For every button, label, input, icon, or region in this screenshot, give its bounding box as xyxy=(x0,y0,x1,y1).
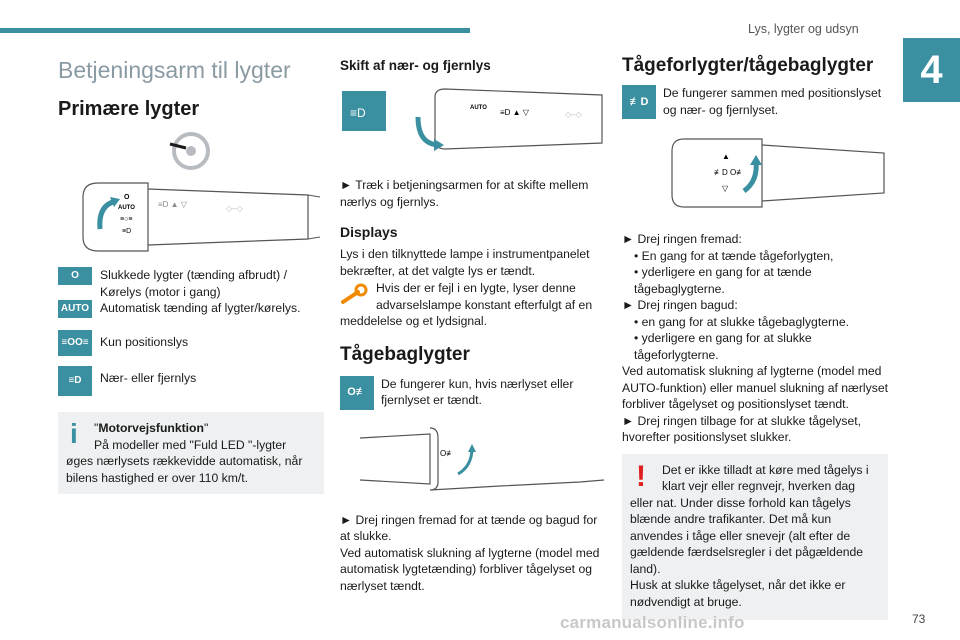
fog-note-row xyxy=(622,85,888,119)
svg-text:O: O xyxy=(124,194,130,201)
svg-text:AUTO: AUTO xyxy=(118,205,135,211)
svg-text:≡○≡: ≡○≡ xyxy=(120,216,133,223)
svg-text:◇–◇: ◇–◇ xyxy=(226,204,243,213)
wrench-icon xyxy=(340,282,370,310)
section-title: Lys, lygter og udsyn xyxy=(748,22,859,36)
legend-row-headlights xyxy=(58,366,324,396)
rear-fog-note-row xyxy=(340,376,604,410)
svg-text:▲: ▲ xyxy=(722,152,730,161)
headlights-icon: ≡D xyxy=(58,366,92,396)
rear-fog-icon: O≢ xyxy=(340,376,374,410)
instruction-line: ► Drej ringen tilbage for at slukke tågelyset, hvorefter positionslyset slukker. xyxy=(622,413,862,444)
svg-text:≡D: ≡D xyxy=(122,228,132,235)
svg-text:O≢: O≢ xyxy=(440,448,455,458)
warning-icon: ! xyxy=(636,459,646,493)
instruction-line: • yderligere en gang for at tænde tågebaglygterne. xyxy=(634,265,812,296)
beam-switch-instruction: ► Træk i betjeningsarmen for at skifte mellem nærlys og fjernlys. xyxy=(340,178,589,209)
wrench-warning-text: Hvis der er fejl i en lygte, lyser denne advarselslampe konstant efterfulgt af en meddelelse og et lydsignal. xyxy=(340,281,593,328)
rear-fog-note: De fungerer kun, hvis nærlyset eller fjernlyset er tændt. xyxy=(381,376,574,407)
page-title: Betjeningsarm til lygter xyxy=(58,57,291,83)
column-3 xyxy=(622,55,888,620)
info-title: Motorvejsfunktion xyxy=(98,421,204,435)
fog-instructions xyxy=(622,231,888,446)
legend-text: Kun positionslys xyxy=(100,335,189,349)
watermark: carmanualsonline.info xyxy=(560,613,745,632)
instruction-line: Ved automatisk slukning af lygterne (model med AUTO-funktion) eller manuel slukning af nærlyset forbliver tågelyset og positionslyset tændt. xyxy=(622,364,888,411)
light-modes-legend xyxy=(58,267,324,396)
section-heading-primary-lights: Primære lygter xyxy=(58,98,200,120)
legend-text: Automatisk tænding af lygter/kørelys. xyxy=(100,301,301,315)
beam-switch-diagram xyxy=(340,87,604,155)
section-heading-rear-fog: Tågebaglygter xyxy=(340,343,470,365)
rear-fog-instruction-1: ► Drej ringen fremad for at tænde og bagud for at slukke. xyxy=(340,512,598,543)
rear-fog-diagram xyxy=(340,424,604,494)
svg-text:≡D: ≡D xyxy=(350,106,366,120)
wrench-warning-paragraph xyxy=(340,280,604,330)
svg-text:≢D O≢: ≢D O≢ xyxy=(714,168,745,177)
auto-icon: AUTO xyxy=(58,300,92,318)
info-text: På modeller med "Fuld LED "-lygter øges nærlysets rækkevidde automatisk, når bilens hastighed er over 110 km/t. xyxy=(66,437,303,485)
legend-row-position xyxy=(58,330,324,356)
off-icon: O xyxy=(58,267,92,285)
rear-fog-instruction-2: Ved automatisk slukning af lygterne (model med automatisk lygtetænding) forbliver tågelyset og nærlyset tændt. xyxy=(340,545,600,593)
warning-text: Det er ikke tilladt at køre med tågelys i klart vejr eller regnvejr, hverken dag eller nat. Under disse forhold kan tågelys blænde andre trafikanter. Det må kun anvendes i tåge eller snevejr (alt efter de gældende færdselsregler i det pågældende land). xyxy=(630,462,869,576)
instruction-line: • yderligere en gang for at slukke tågeforlygterne. xyxy=(634,331,812,362)
instruction-line: • en gang for at slukke tågebaglygterne. xyxy=(634,314,849,329)
section-heading-front-rear-fog: Tågeforlygter/tågebaglygter xyxy=(622,55,874,76)
instruction-line: ► Drej ringen fremad: xyxy=(622,232,742,246)
steering-wheel-icon xyxy=(58,121,324,173)
instruction-line: • En gang for at tænde tågeforlygten, xyxy=(634,248,834,263)
info-box-motorway: i "Motorvejsfunktion" På modeller med "Fuld LED "-lygter øges nærlysets rækkevidde automatisk, når bilens hastighed er over 110 km/t. xyxy=(58,412,324,494)
instruction-line: ► Drej ringen bagud: xyxy=(622,298,738,312)
warning-text-2: Husk at slukke tågelyset, når det ikke er nødvendigt at bruge. xyxy=(630,578,846,609)
svg-text:≡D ▲ ▽: ≡D ▲ ▽ xyxy=(158,200,187,209)
header-accent-bar xyxy=(0,28,470,33)
legend-row-auto xyxy=(58,300,324,318)
info-icon: i xyxy=(70,418,78,449)
legend-text: Nær- eller fjernlys xyxy=(100,371,197,385)
light-stalk-diagram xyxy=(58,177,324,255)
legend-text: Slukkede lygter (tænding afbrudt) / Kørelys (motor i gang) xyxy=(100,268,287,299)
fog-note: De fungerer sammen med positionslyset og nær- og fjernlyset. xyxy=(663,86,882,117)
position-lights-icon: ≡OO≡ xyxy=(58,330,92,356)
front-rear-fog-diagram xyxy=(622,131,888,215)
svg-text:AUTO: AUTO xyxy=(470,105,487,111)
section-heading-beam-switch: Skift af nær- og fjernlys xyxy=(340,58,491,73)
front-fog-icon: ≢D xyxy=(622,85,656,119)
svg-text:≡D ▲ ▽: ≡D ▲ ▽ xyxy=(500,108,529,117)
section-heading-displays: Displays xyxy=(340,224,398,240)
column-1 xyxy=(58,55,324,494)
page-number: 73 xyxy=(912,612,926,626)
svg-text:◇–◇: ◇–◇ xyxy=(565,110,582,119)
column-2 xyxy=(340,55,604,594)
legend-row-off xyxy=(58,267,324,300)
warning-box-fog xyxy=(622,454,888,621)
svg-text:▽: ▽ xyxy=(722,184,729,193)
displays-text: Lys i den tilknyttede lampe i instrumentpanelet bekræfter, at det valgte lys er tændt. xyxy=(340,247,590,278)
chapter-number: 4 xyxy=(903,38,960,102)
